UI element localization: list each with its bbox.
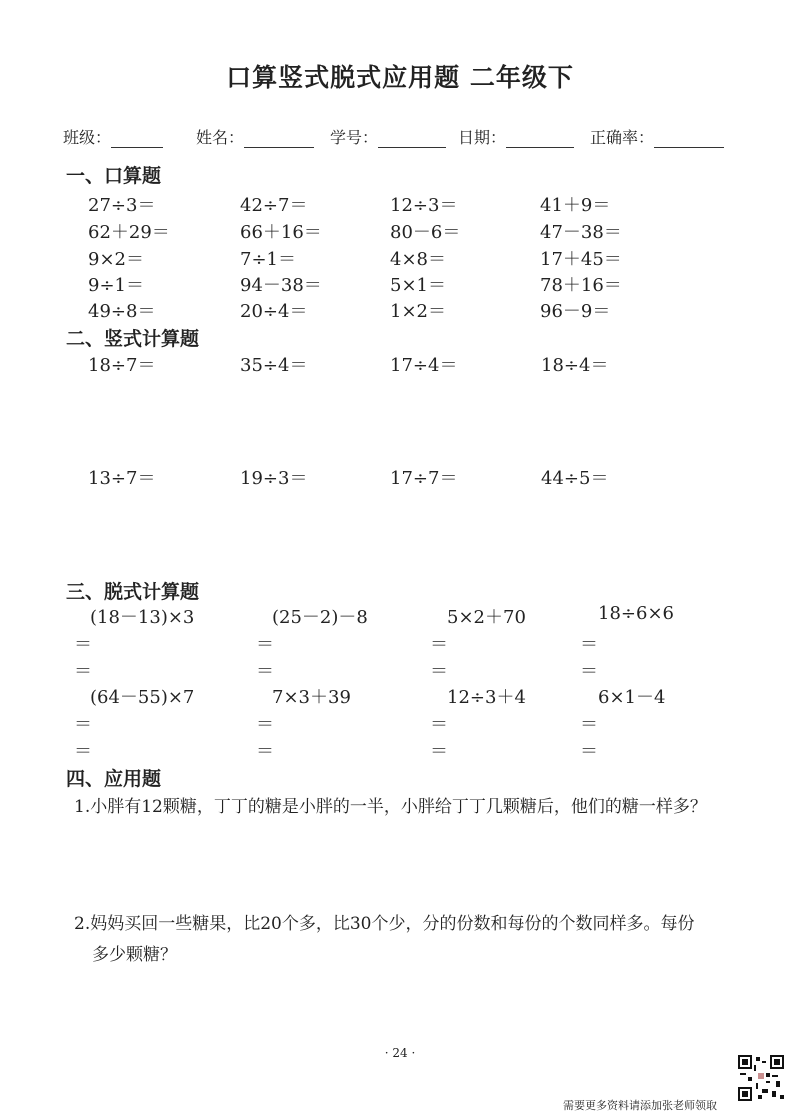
stepwise-item: 6×1－4 [598, 687, 666, 708]
vertical-item: 18÷4＝ [541, 355, 609, 376]
oral-item: 47－38＝ [540, 222, 622, 243]
stepwise-item: (25－2)－8 [272, 607, 368, 628]
section-vertical-heading: 二、竖式计算题 [66, 328, 200, 350]
name-label: 姓名： [196, 128, 245, 147]
oral-item: 78＋16＝ [540, 275, 622, 296]
oral-item: 12÷3＝ [390, 195, 458, 216]
oral-item: 5×1＝ [390, 275, 446, 296]
equals-sign: ＝ [256, 741, 274, 762]
word-problem-2-line1: 2.妈妈买回一些糖果，比20个多，比30个少，分的份数和每份的个数同样多。每份 [74, 914, 695, 934]
oral-item: 62＋29＝ [88, 222, 170, 243]
oral-item: 9÷1＝ [88, 275, 144, 296]
equals-sign: ＝ [580, 634, 598, 655]
stepwise-item: 7×3＋39 [272, 687, 351, 708]
vertical-item: 17÷4＝ [390, 355, 458, 376]
vertical-item: 17÷7＝ [390, 468, 458, 489]
section-oral-heading: 一、口算题 [66, 165, 162, 187]
oral-row [0, 218, 800, 244]
student-info-bar [63, 125, 733, 151]
oral-item: 42÷7＝ [240, 195, 308, 216]
oral-item: 66＋16＝ [240, 222, 322, 243]
equals-sign: ＝ [430, 661, 448, 682]
stepwise-item: (64－55)×7 [90, 687, 195, 708]
oral-row [0, 245, 800, 271]
stepwise-item: 5×2＋70 [447, 607, 526, 628]
stepwise-item: 12÷3＋4 [447, 687, 526, 708]
accuracy-blank[interactable] [654, 131, 724, 148]
equals-sign: ＝ [430, 741, 448, 762]
equals-sign: ＝ [580, 714, 598, 735]
equals-sign: ＝ [74, 741, 92, 762]
id-label: 学号： [330, 128, 379, 147]
stepwise-row [0, 603, 800, 629]
class-field [63, 125, 163, 148]
oral-item: 96－9＝ [540, 301, 611, 322]
word-problem-1: 1.小胖有12颗糖，丁丁的糖是小胖的一半，小胖给丁丁几颗糖后，他们的糖一样多？ [74, 797, 707, 817]
oral-item: 1×2＝ [390, 301, 446, 322]
oral-item: 41＋9＝ [540, 195, 611, 216]
stepwise-equals-row [0, 657, 800, 683]
equals-sign: ＝ [256, 634, 274, 655]
oral-item: 17＋45＝ [540, 249, 622, 270]
oral-item: 80－6＝ [390, 222, 461, 243]
id-field [330, 125, 446, 148]
oral-row [0, 271, 800, 297]
oral-item: 9×2＝ [88, 249, 144, 270]
stepwise-equals-row [0, 710, 800, 736]
equals-sign: ＝ [430, 634, 448, 655]
equals-sign: ＝ [74, 634, 92, 655]
word-problem-2-line2: 多少颗糖？ [92, 945, 177, 965]
accuracy-field [590, 125, 724, 148]
oral-item: 20÷4＝ [240, 301, 308, 322]
vertical-item: 44÷5＝ [541, 468, 609, 489]
accuracy-label: 正确率： [590, 128, 655, 147]
class-label: 班级： [63, 128, 112, 147]
section-word-problems-heading: 四、应用题 [66, 768, 162, 790]
equals-sign: ＝ [430, 714, 448, 735]
stepwise-item: (18－13)×3 [90, 607, 195, 628]
stepwise-equals-row [0, 737, 800, 763]
id-blank[interactable] [378, 131, 446, 148]
oral-row [0, 297, 800, 323]
vertical-item: 35÷4＝ [240, 355, 308, 376]
oral-item: 7÷1＝ [240, 249, 296, 270]
page-number: · 24 · [384, 1046, 416, 1060]
vertical-row [0, 351, 800, 377]
name-field [196, 125, 314, 148]
oral-row [0, 191, 800, 217]
name-blank[interactable] [244, 131, 314, 148]
page-title: 口算竖式脱式应用题 二年级下 [226, 63, 574, 92]
stepwise-item: 18÷6×6 [598, 603, 674, 624]
oral-item: 4×8＝ [390, 249, 446, 270]
vertical-item: 18÷7＝ [88, 355, 156, 376]
equals-sign: ＝ [256, 661, 274, 682]
equals-sign: ＝ [256, 714, 274, 735]
oral-item: 94－38＝ [240, 275, 322, 296]
footer-note: 需要更多资料请添加张老师领取 [563, 1099, 717, 1112]
equals-sign: ＝ [74, 714, 92, 735]
stepwise-row [0, 683, 800, 709]
section-stepwise-heading: 三、脱式计算题 [66, 581, 200, 603]
equals-sign: ＝ [580, 741, 598, 762]
date-field [458, 125, 574, 148]
qr-code-icon [738, 1055, 784, 1101]
class-blank[interactable] [111, 131, 163, 148]
vertical-row [0, 464, 800, 490]
vertical-item: 13÷7＝ [88, 468, 156, 489]
stepwise-equals-row [0, 630, 800, 656]
equals-sign: ＝ [580, 661, 598, 682]
date-blank[interactable] [506, 131, 574, 148]
vertical-item: 19÷3＝ [240, 468, 308, 489]
date-label: 日期： [458, 128, 507, 147]
equals-sign: ＝ [74, 661, 92, 682]
oral-item: 49÷8＝ [88, 301, 156, 322]
oral-item: 27÷3＝ [88, 195, 156, 216]
